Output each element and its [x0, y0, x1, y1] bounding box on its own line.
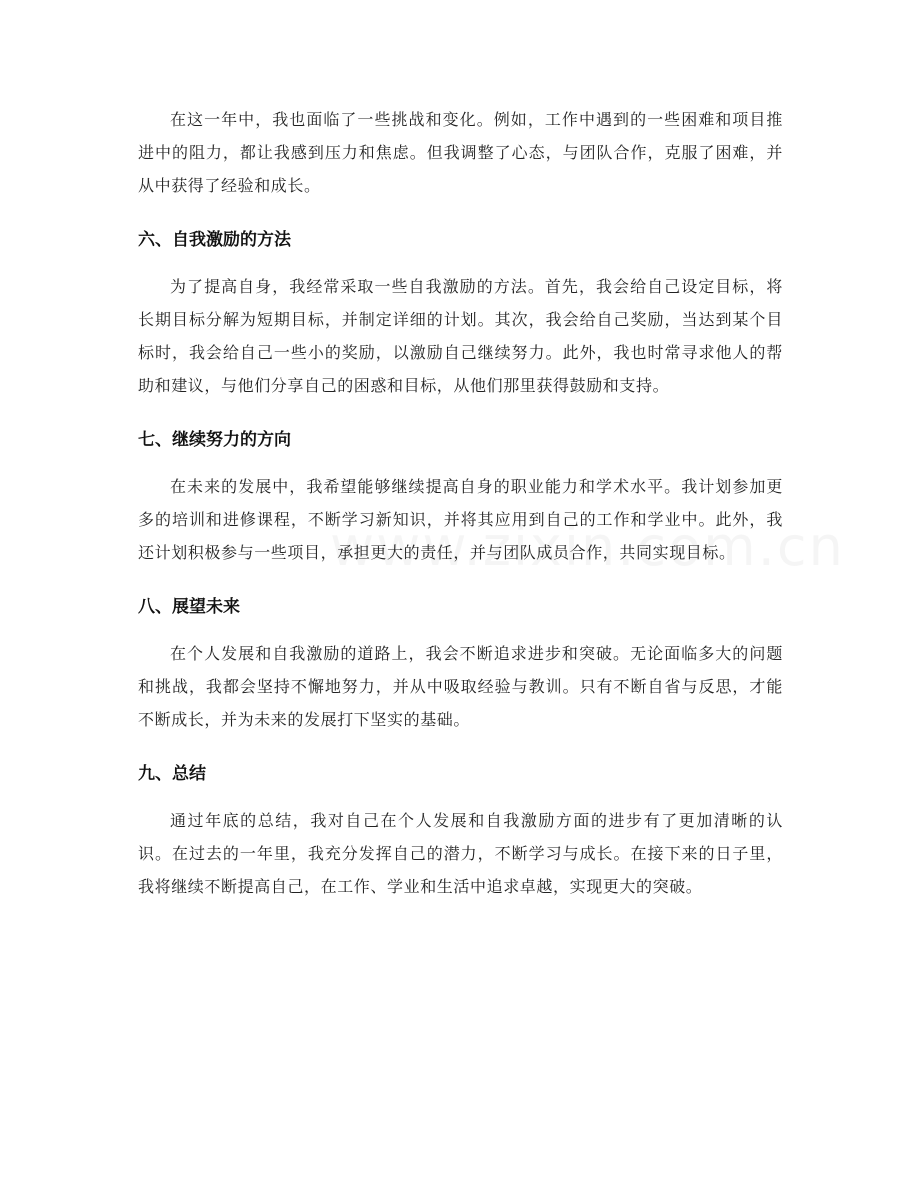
section-future-effort-direction — [138, 428, 783, 569]
section-paragraph: 通过年底的总结，我对自己在个人发展和自我激励方面的进步有了更加清晰的认识。在过去的一年里，我充分发挥自己的潜力，不断学习与成长。在接下来的日子里，我将继续不断提高自己，在工作、学业和生活中追求卓越，实现更大的突破。 — [138, 811, 783, 896]
section-paragraph: 在未来的发展中，我希望能够继续提高自身的职业能力和学术水平。我计划参加更多的培训和进修课程，不断学习新知识，并将其应用到自己的工作和学业中。此外，我还计划积极参与一些项目，承担更大的责任，并与团队成员合作，共同实现目标。 — [138, 477, 783, 562]
section-heading: 七、继续努力的方向 — [138, 430, 291, 450]
section-paragraph: 在个人发展和自我激励的道路上，我会不断追求进步和突破。无论面临多大的问题和挑战，我都会坚持不懈地努力，并从中吸取经验与教训。只有不断自省与反思，才能不断成长，并为未来的发展打下坚实的基础。 — [138, 644, 783, 729]
section-heading: 九、总结 — [138, 764, 206, 784]
intro-paragraph: 在这一年中，我也面临了一些挑战和变化。例如，工作中遇到的一些困难和项目推进中的阻力，都让我感到压力和焦虑。但我调整了心态，与团队合作，克服了困难，并从中获得了经验和成长。 — [138, 110, 783, 195]
section-paragraph: 为了提高自身，我经常采取一些自我激励的方法。首先，我会给自己设定目标，将长期目标分解为短期目标，并制定详细的计划。其次，我会给自己奖励，当达到某个目标时，我会给自己一些小的奖励，以激励自己继续努力。此外，我也时常寻求他人的帮助和建议，与他们分享自己的困惑和目标，从他们那里获得鼓励和支持。 — [138, 277, 783, 395]
document-body — [138, 103, 783, 903]
section-self-motivation-methods — [138, 228, 783, 402]
section-heading: 六、自我激励的方法 — [138, 230, 291, 250]
section-summary — [138, 762, 783, 903]
section-outlook — [138, 595, 783, 736]
section-heading: 八、展望未来 — [138, 597, 240, 617]
